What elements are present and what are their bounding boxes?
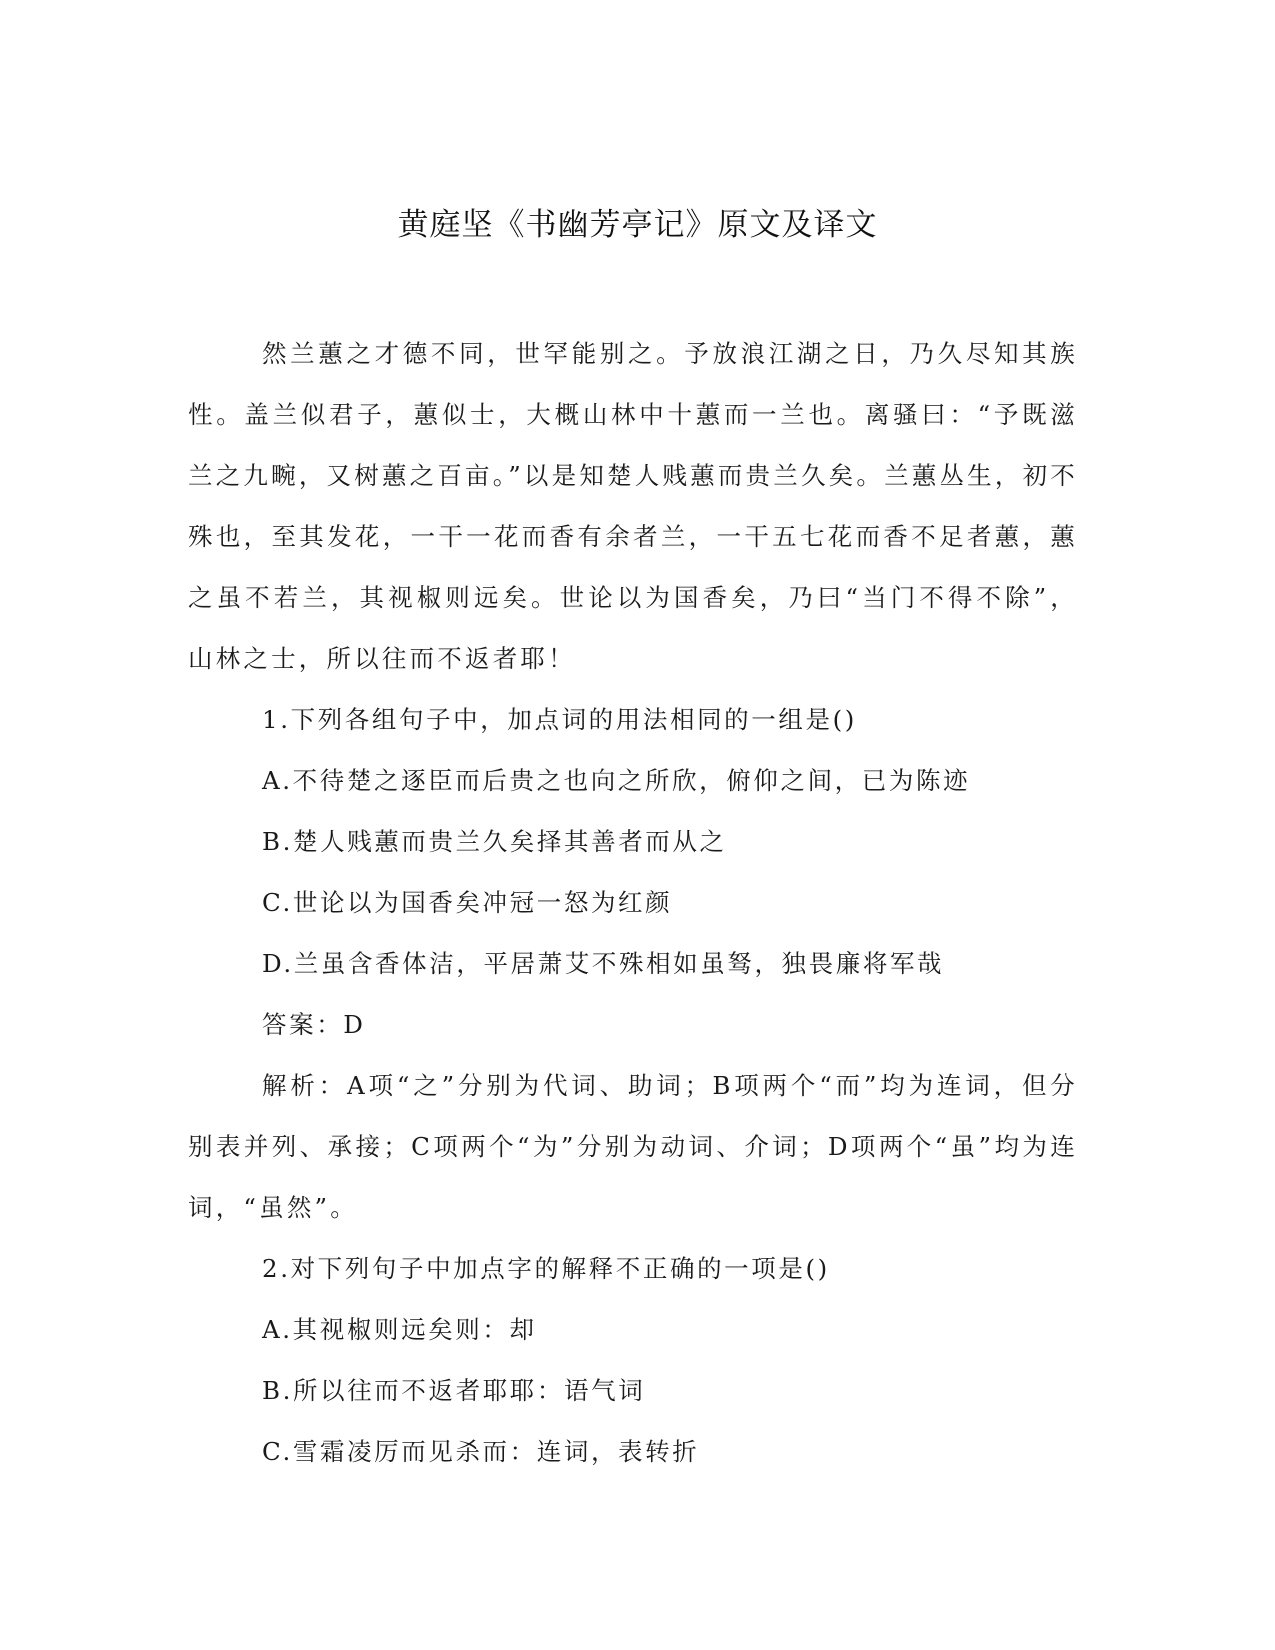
question-2-option-c: C.雪霜凌厉而见杀而：连词，表转折	[262, 1437, 700, 1466]
question-1-analysis: 解析：A项“之”分别为代词、助词；B项两个“而”均为连词，但分别表并列、承接；C项两个“为”分别为动词、介词；D项两个“虽”均为连词，“虽然”。	[188, 1071, 1078, 1222]
question-1-option-a: A.不待楚之逐臣而后贵之也向之所欣，俯仰之间，已为陈迹	[262, 766, 971, 795]
question-2-option-b: B.所以往而不返者耶耶：语气词	[262, 1376, 646, 1405]
question-2-option-a: A.其视椒则远矣则：却	[262, 1315, 537, 1344]
question-1-answer: 答案：D	[262, 1010, 366, 1039]
question-1-option-d: D.兰虽含香体洁，平居萧艾不殊相如虽驽，独畏廉将军哉	[262, 949, 945, 978]
question-2-stem: 2.对下列句子中加点字的解释不正确的一项是()	[262, 1254, 830, 1283]
question-1-option-b: B.楚人贱蕙而贵兰久矣择其善者而从之	[262, 827, 727, 856]
question-1-option-c: C.世论以为国香矣冲冠一怒为红颜	[262, 888, 673, 917]
document-body	[188, 323, 1078, 1482]
document-title: 黄庭坚《书幽芳亭记》原文及译文	[397, 207, 878, 243]
passage-paragraph: 然兰蕙之才德不同，世罕能别之。予放浪江湖之日，乃久尽知其族性。盖兰似君子，蕙似士，大概山林中十蕙而一兰也。离骚曰：“予既滋兰之九畹，又树蕙之百亩。”以是知楚人贱蕙而贵兰久矣。兰蕙丛生，初不殊也，至其发花，一干一花而香有余者兰，一干五七花而香不足者蕙，蕙之虽不若兰，其视椒则远矣。世论以为国香矣，乃曰“当门不得不除”，山林之士，所以往而不返者耶！	[188, 339, 1078, 673]
question-1-stem: 1.下列各组句子中，加点词的用法相同的一组是()	[262, 705, 857, 734]
